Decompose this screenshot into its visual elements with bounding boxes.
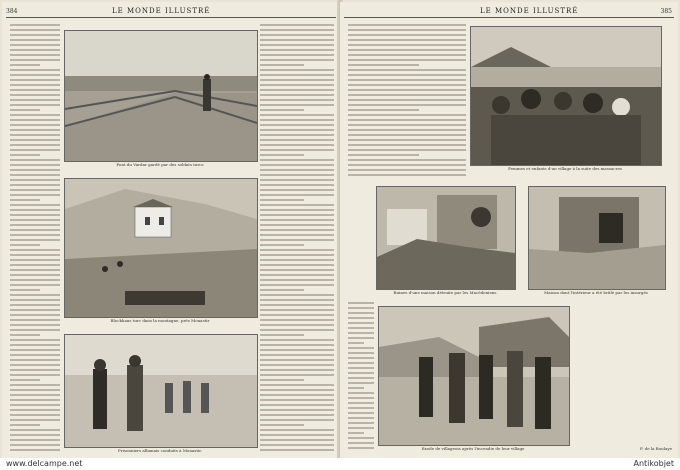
text-line (348, 74, 466, 76)
text-line (260, 29, 334, 31)
text-line (10, 234, 60, 236)
text-line (348, 387, 364, 389)
text-line (260, 114, 334, 116)
bridge-photo (64, 30, 258, 162)
text-line (260, 299, 334, 301)
ruined-house-photo (376, 186, 516, 290)
text-line (10, 279, 60, 281)
seller-watermark: Antikobjet (633, 459, 674, 468)
left-masthead: LE MONDE ILLUSTRÉ (112, 7, 211, 15)
text-line (260, 24, 334, 26)
text-line (260, 89, 334, 91)
text-line (260, 284, 334, 286)
ruined-house-caption: Ruines d'une maison détruite par les Macédoniens (393, 290, 497, 295)
text-line (10, 154, 40, 156)
text-line (10, 264, 60, 266)
text-line (10, 54, 60, 56)
text-line (348, 312, 374, 314)
text-line (348, 397, 374, 399)
text-line (260, 309, 334, 311)
text-line (10, 114, 60, 116)
text-line (10, 409, 60, 411)
text-line (260, 339, 334, 341)
text-line (10, 164, 60, 166)
text-line (260, 154, 304, 156)
text-line (260, 419, 334, 421)
text-line (260, 149, 334, 151)
text-line (260, 424, 304, 426)
text-line (10, 174, 60, 176)
text-line (10, 24, 60, 26)
text-line (10, 79, 60, 81)
text-line (260, 434, 334, 436)
text-line (260, 99, 334, 101)
text-line (348, 302, 374, 304)
text-line (260, 394, 334, 396)
right-page (340, 2, 678, 458)
text-line (348, 54, 466, 56)
text-line (10, 344, 60, 346)
right-text-column-top (348, 24, 466, 180)
text-line (260, 334, 304, 336)
text-line (10, 274, 60, 276)
text-line (260, 409, 334, 411)
text-line (348, 337, 374, 339)
right-text-column-bottom (348, 302, 374, 452)
text-line (348, 59, 466, 61)
text-line (260, 79, 334, 81)
text-line (348, 402, 374, 404)
text-line (348, 119, 466, 121)
text-line (260, 159, 334, 161)
text-line (10, 49, 60, 51)
text-line (260, 194, 334, 196)
text-line (10, 364, 60, 366)
text-line (10, 379, 40, 381)
text-line (260, 379, 304, 381)
text-line (10, 209, 60, 211)
text-line (10, 74, 60, 76)
text-line (348, 437, 374, 439)
text-line (348, 447, 374, 449)
text-line (260, 449, 334, 451)
text-line (260, 49, 334, 51)
text-line (10, 244, 40, 246)
text-line (260, 34, 334, 36)
text-line (260, 319, 334, 321)
text-line (10, 39, 60, 41)
text-line (10, 399, 60, 401)
text-line (260, 414, 334, 416)
text-line (10, 169, 60, 171)
text-line (10, 414, 60, 416)
text-line (10, 429, 60, 431)
text-line (260, 294, 334, 296)
text-line (260, 279, 334, 281)
text-line (348, 362, 374, 364)
text-line (10, 199, 40, 201)
text-line (10, 204, 60, 206)
text-line (348, 84, 466, 86)
right-page-number: 385 (660, 8, 672, 15)
text-line (260, 249, 334, 251)
text-line (260, 84, 334, 86)
text-line (260, 259, 334, 261)
text-line (260, 304, 334, 306)
text-line (10, 69, 60, 71)
text-line (348, 124, 466, 126)
text-line (10, 304, 60, 306)
text-line (348, 432, 364, 434)
text-line (260, 389, 334, 391)
text-line (348, 422, 374, 424)
site-watermark[interactable]: www.delcampe.net (6, 459, 83, 468)
text-line (10, 139, 60, 141)
text-line (348, 407, 374, 409)
text-line (10, 59, 60, 61)
text-line (10, 214, 60, 216)
text-line (348, 89, 466, 91)
text-line (348, 114, 466, 116)
text-line (260, 94, 334, 96)
text-line (348, 357, 374, 359)
text-line (348, 174, 466, 176)
text-line (10, 124, 60, 126)
text-line (260, 384, 334, 386)
text-line (10, 284, 60, 286)
text-line (348, 109, 419, 111)
text-line (260, 69, 334, 71)
text-line (10, 259, 60, 261)
text-line (348, 69, 466, 71)
text-line (10, 389, 60, 391)
villagers-photo (470, 26, 662, 166)
text-line (348, 372, 374, 374)
text-line (348, 94, 466, 96)
text-line (348, 427, 374, 429)
text-line (348, 164, 466, 166)
text-line (348, 342, 364, 344)
text-line (10, 194, 60, 196)
text-line (260, 359, 334, 361)
text-line (260, 119, 334, 121)
text-line (260, 139, 334, 141)
text-line (260, 219, 334, 221)
text-line (260, 229, 334, 231)
text-line (260, 184, 334, 186)
text-line (260, 364, 334, 366)
text-line (348, 34, 466, 36)
text-line (260, 59, 334, 61)
prisoners-photo (64, 334, 258, 448)
text-line (260, 169, 334, 171)
text-line (10, 94, 60, 96)
text-line (260, 354, 334, 356)
text-line (260, 224, 334, 226)
text-line (10, 424, 40, 426)
text-line (260, 374, 334, 376)
text-line (348, 64, 419, 66)
text-line (10, 309, 60, 311)
text-line (260, 429, 334, 431)
text-line (348, 154, 419, 156)
left-text-column-2 (260, 24, 334, 454)
text-line (10, 29, 60, 31)
text-line (260, 44, 334, 46)
text-line (10, 294, 60, 296)
text-line (260, 239, 334, 241)
text-line (10, 99, 60, 101)
text-line (348, 139, 466, 141)
text-line (348, 129, 466, 131)
text-line (10, 109, 40, 111)
text-line (348, 392, 374, 394)
bridge-photo-caption: Pont du Vardar gardé par des soldats turcs (116, 162, 204, 167)
text-line (260, 369, 334, 371)
text-line (348, 79, 466, 81)
text-line (260, 264, 334, 266)
text-line (10, 359, 60, 361)
text-line (260, 254, 334, 256)
text-line (348, 317, 374, 319)
text-line (10, 314, 60, 316)
text-line (260, 64, 304, 66)
text-line (10, 84, 60, 86)
text-line (10, 419, 60, 421)
text-line (260, 174, 334, 176)
text-line (260, 404, 334, 406)
text-line (10, 224, 60, 226)
text-line (348, 134, 466, 136)
text-line (348, 24, 466, 26)
text-line (260, 274, 334, 276)
text-line (348, 169, 466, 171)
text-line (348, 149, 466, 151)
text-line (10, 394, 60, 396)
text-line (348, 352, 374, 354)
text-line (348, 44, 466, 46)
exodus-photo (378, 306, 570, 446)
watermark-footer (0, 458, 680, 470)
text-line (260, 104, 334, 106)
left-header-rule (6, 17, 336, 18)
text-line (348, 347, 374, 349)
text-line (348, 144, 466, 146)
text-line (10, 179, 60, 181)
text-line (10, 384, 60, 386)
text-line (260, 324, 334, 326)
text-line (348, 412, 374, 414)
text-line (10, 129, 60, 131)
text-line (260, 164, 334, 166)
text-line (348, 332, 374, 334)
text-line (10, 144, 60, 146)
text-line (10, 404, 60, 406)
left-page (2, 2, 340, 458)
text-line (10, 219, 60, 221)
text-line (348, 307, 374, 309)
text-line (10, 64, 40, 66)
text-line (10, 324, 60, 326)
text-line (260, 269, 334, 271)
text-line (260, 329, 334, 331)
text-line (260, 439, 334, 441)
text-line (10, 149, 60, 151)
exodus-photo-caption: Exode de villageois après l'incendie de leur village (421, 446, 525, 451)
blockhouse-photo-caption: Blockhaus turc dans la montagne, près Monastir (110, 318, 210, 323)
text-line (10, 229, 60, 231)
text-line (348, 99, 466, 101)
text-line (10, 249, 60, 251)
text-line (10, 354, 60, 356)
text-line (10, 374, 60, 376)
blockhouse-photo (64, 178, 258, 318)
text-line (260, 209, 334, 211)
text-line (260, 54, 334, 56)
text-line (10, 134, 60, 136)
text-line (348, 377, 374, 379)
text-line (260, 349, 334, 351)
villagers-photo-caption: Femmes et enfants d'un village à la suite des massacres (508, 166, 622, 171)
text-line (10, 299, 60, 301)
text-line (10, 254, 60, 256)
text-line (10, 119, 60, 121)
text-line (10, 444, 60, 446)
text-line (10, 239, 60, 241)
text-line (10, 44, 60, 46)
text-line (10, 439, 60, 441)
left-text-column-1 (10, 24, 60, 454)
prisoners-photo-caption: Prisonniers albanais conduits à Monastir. (118, 448, 202, 453)
text-line (348, 417, 374, 419)
text-line (10, 449, 60, 451)
burned-house-photo (528, 186, 666, 290)
text-line (10, 34, 60, 36)
text-line (10, 159, 60, 161)
text-line (260, 129, 334, 131)
text-line (348, 322, 374, 324)
text-line (260, 234, 334, 236)
right-masthead: LE MONDE ILLUSTRÉ (480, 7, 579, 15)
text-line (260, 314, 334, 316)
text-line (260, 74, 334, 76)
text-line (10, 89, 60, 91)
text-line (260, 204, 334, 206)
text-line (348, 39, 466, 41)
text-line (10, 289, 40, 291)
text-line (260, 214, 334, 216)
right-header-rule (344, 17, 674, 18)
text-line (348, 159, 466, 161)
text-line (10, 369, 60, 371)
text-line (260, 134, 334, 136)
text-line (260, 344, 334, 346)
text-line (10, 329, 60, 331)
text-line (10, 434, 60, 436)
text-line (348, 382, 374, 384)
text-line (348, 104, 466, 106)
text-line (10, 269, 60, 271)
text-line (260, 39, 334, 41)
text-line (260, 189, 334, 191)
text-line (10, 339, 60, 341)
text-line (10, 349, 60, 351)
text-line (10, 319, 60, 321)
text-line (260, 399, 334, 401)
text-line (348, 442, 374, 444)
text-line (260, 109, 304, 111)
left-page-number: 384 (6, 8, 18, 15)
text-line (348, 29, 466, 31)
text-line (260, 124, 334, 126)
text-line (260, 289, 304, 291)
text-line (10, 104, 60, 106)
text-line (260, 444, 334, 446)
text-line (10, 184, 60, 186)
text-line (348, 327, 374, 329)
text-line (348, 49, 466, 51)
text-line (260, 244, 304, 246)
text-line (260, 179, 334, 181)
text-line (10, 334, 40, 336)
text-line (10, 189, 60, 191)
text-line (348, 367, 374, 369)
text-line (260, 199, 304, 201)
burned-house-caption: Maison dont l'intérieur a été brûlé par les insurgés (544, 290, 648, 295)
author-signature: F. de la Boulaye (639, 446, 672, 451)
text-line (260, 144, 334, 146)
